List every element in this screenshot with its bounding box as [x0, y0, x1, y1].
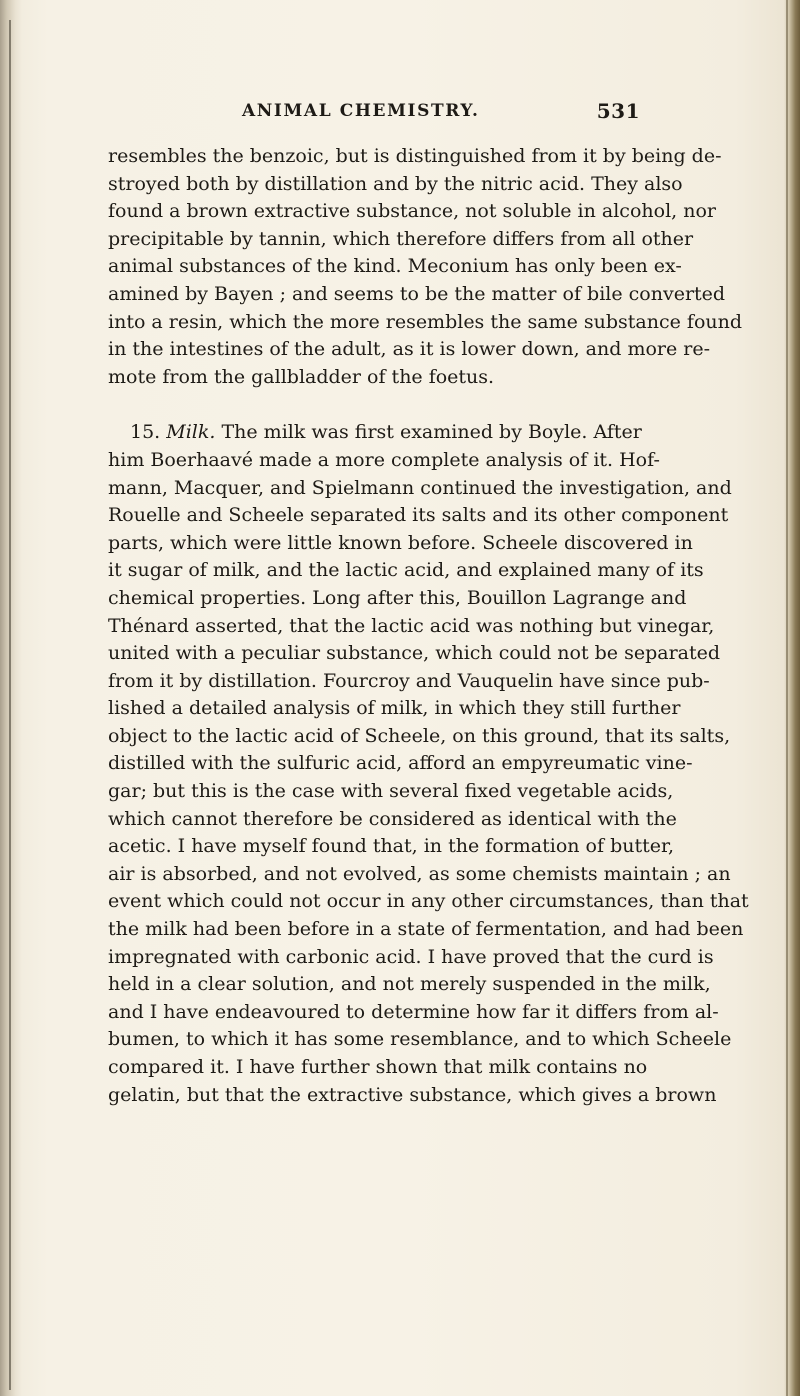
text-segment: The milk was first examined by Boyle. After [221, 421, 642, 444]
text-line: stroyed both by distillation and by the nitric acid. They also [108, 172, 683, 195]
text-line: it sugar of milk, and the lactic acid, and explained many of its [108, 559, 704, 582]
binding-edge [0, 0, 22, 1396]
running-head: ANIMAL CHEMISTRY. [242, 101, 480, 121]
text-line: found a brown extractive substance, not soluble in alcohol, nor [108, 200, 716, 223]
section-number: 15. [130, 421, 161, 444]
text-line: the milk had been before in a state of fermentation, and had been [108, 918, 744, 941]
section-heading-line [108, 419, 642, 447]
page-edge-line [786, 0, 788, 1396]
text-line: acetic. I have myself found that, in the formation of butter, [108, 835, 675, 858]
text-line: which cannot therefore be considered as identical with the [108, 807, 677, 830]
text-line: into a resin, which the more resembles the same substance found [108, 310, 743, 333]
text-line: Thénard asserted, that the lactic acid was nothing but vinegar, [108, 614, 715, 637]
page-number: 531 [596, 99, 640, 123]
text-line: and I have endeavoured to determine how far it differs from al- [108, 1000, 719, 1023]
text-line: distilled with the sulfuric acid, afford an empyreumatic vine- [108, 752, 693, 775]
page-header [242, 101, 640, 125]
text-line: compared it. I have further shown that milk contains no [108, 1056, 648, 1078]
text-line: event which could not occur in any other circumstances, than that [108, 890, 749, 913]
binding-line [9, 20, 11, 1390]
text-line: parts, which were little known before. Scheele discovered in [108, 531, 693, 554]
text-line: Rouelle and Scheele separated its salts and its other component [108, 504, 729, 527]
text-line: mann, Macquer, and Spielmann continued the investigation, and [108, 476, 732, 499]
body-text [108, 143, 749, 1109]
text-line: resembles the benzoic, but is distinguished from it by being de- [108, 145, 722, 167]
text-line: from it by distillation. Fourcroy and Vauquelin have since pub- [108, 669, 710, 692]
text-line: bumen, to which it has some resemblance, and to which Scheele [108, 1028, 732, 1051]
text-line: gelatin, but that the extractive substance, which gives a brown [108, 1083, 717, 1106]
text-line: impregnated with carbonic acid. I have proved that the curd is [108, 945, 714, 968]
text-line: lished a detailed analysis of milk, in which they still further [108, 697, 681, 720]
text-line: chemical properties. Long after this, Bouillon Lagrange and [108, 586, 687, 609]
text-line: held in a clear solution, and not merely suspended in the milk, [108, 973, 711, 996]
text-line: precipitable by tannin, which therefore differs from all other [108, 227, 694, 250]
text-line: in the intestines of the adult, as it is lower down, and more re- [108, 338, 711, 361]
text-line: gar; but this is the case with several fixed vegetable acids, [108, 780, 674, 803]
text-line: mote from the gallbladder of the foetus. [108, 365, 495, 388]
section-title: Milk. [166, 421, 216, 444]
text-line: him Boerhaavé made a more complete analysis of it. Hof- [108, 448, 660, 471]
text-line: object to the lactic acid of Scheele, on this ground, that its salts, [108, 724, 731, 747]
text-line: air is absorbed, and not evolved, as some chemists maintain ; an [108, 862, 731, 885]
text-line: animal substances of the kind. Meconium has only been ex- [108, 255, 682, 278]
text-line: amined by Bayen ; and seems to be the matter of bile converted [108, 282, 726, 305]
text-line: united with a peculiar substance, which could not be separated [108, 642, 721, 665]
paragraph-gap [108, 391, 628, 419]
